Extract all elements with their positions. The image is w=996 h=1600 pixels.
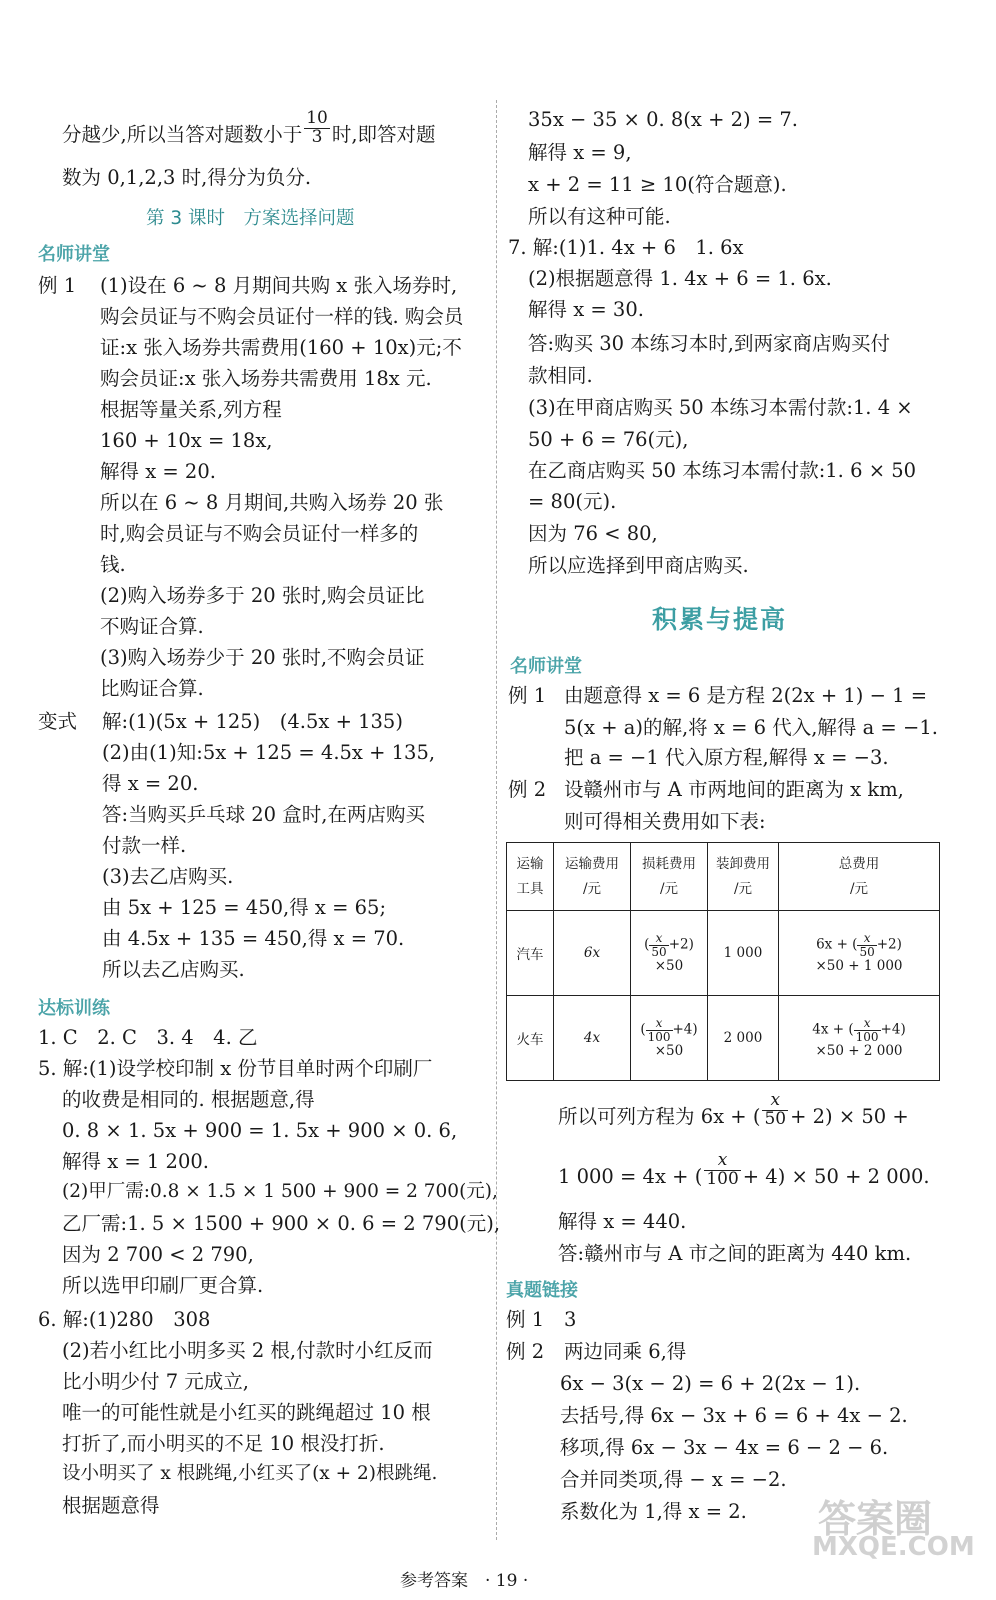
text-line: 根据等量关系,列方程	[100, 398, 282, 421]
text-line: 唯一的可能性就是小红买的跳绳超过 10 根	[62, 1401, 431, 1424]
text-line: 解得 x = 1 200.	[62, 1150, 209, 1173]
text-line: 证:x 张入场券共需费用(160 + 10x)元;不	[100, 336, 462, 359]
text-line: 得 x = 20.	[102, 772, 199, 795]
text-line: 5. 解:(1)设学校印制 x 份节目单时两个印刷厂	[38, 1057, 433, 1080]
text-line: 比小明少付 7 元成立,	[62, 1370, 250, 1393]
fraction: $\frac{10}{3}$	[306, 108, 328, 147]
text-line: 35x − 35 × 0. 8(x + 2) = 7.	[528, 108, 799, 131]
text-line: 解:(1)(5x + 125) (4.5x + 135)	[102, 710, 403, 733]
table-row	[507, 911, 940, 996]
text-line: 的收费是相同的. 根据题意,得	[62, 1088, 315, 1111]
text-line: 款相同.	[528, 364, 593, 387]
text-line: 乙厂需:1. 5 × 1500 + 900 × 0. 6 = 2 790(元),	[62, 1212, 501, 1235]
text-line: 设赣州市与 A 市两地间的距离为 x km,	[564, 778, 904, 801]
tool-cell: 汽车	[507, 911, 554, 996]
header-cell: 总费用 /元	[779, 843, 940, 911]
variant-label: 变式	[38, 710, 78, 733]
text-line: 把 a = −1 代入原方程,解得 x = −3.	[564, 746, 889, 769]
page-footer: 参考答案 · 19 ·	[400, 1571, 529, 1591]
tool-cell: 火车	[507, 996, 554, 1081]
text-line: 50 + 6 = 76(元),	[528, 428, 689, 451]
text-line: 160 + 10x = 18x,	[100, 429, 273, 452]
text-line: 两边同乘 6,得	[564, 1340, 687, 1363]
text-line: 1. C 2. C 3. 4 4. 乙	[38, 1026, 258, 1049]
section-heading: 名师讲堂	[38, 244, 110, 265]
text-line: (1)设在 6 ~ 8 月期间共购 x 张入场券时,	[100, 274, 458, 297]
text-line: 分越少,所以当答对题数小于 $\frac{10}{3}$ 时,即答对题	[62, 108, 436, 147]
text-line: 比购证合算.	[100, 677, 204, 700]
text-line: 因为 76 < 80,	[528, 522, 658, 545]
text-line: 因为 2 700 < 2 790,	[62, 1243, 254, 1266]
text-line: 移项,得 6x − 3x − 4x = 6 − 2 − 6.	[560, 1436, 889, 1459]
cell: ( $\frac{x}{50}$ +2) ×50	[631, 911, 708, 996]
table-header-row	[507, 843, 940, 911]
header-cell: 运输 工具	[507, 843, 554, 911]
text-line: 所以应选择到甲商店购买.	[528, 554, 749, 577]
cell: 6x + ( $\frac{x}{50}$ +2) ×50 + 1 000	[779, 911, 940, 996]
example-label: 例 1	[506, 1308, 545, 1331]
text-line: (3)购入场券少于 20 张时,不购会员证	[100, 646, 425, 669]
text-line: 6. 解:(1)280 308	[38, 1308, 211, 1331]
text-line: (2)若小红比小明多买 2 根,付款时小红反而	[62, 1339, 433, 1362]
text-line: 购会员证与不购会员证付一样的钱. 购会员	[100, 305, 464, 328]
text-line: 系数化为 1,得 x = 2.	[560, 1500, 747, 1523]
section-title: 积累与提高	[652, 605, 788, 634]
section-heading: 名师讲堂	[510, 656, 582, 677]
example-label: 例 2	[506, 1340, 545, 1363]
text-line: (2)购入场券多于 20 张时,购会员证比	[100, 584, 425, 607]
cell: 4x + ( $\frac{x}{100}$ +4) ×50 + 2 000	[779, 996, 940, 1081]
header-cell: 装卸费用 /元	[708, 843, 779, 911]
text-line: 所以有这种可能.	[528, 205, 671, 228]
cell: 1 000	[708, 911, 779, 996]
text-line: 解得 x = 440.	[558, 1210, 687, 1233]
text-line: 所以去乙店购买.	[102, 958, 245, 981]
text-line: 不购证合算.	[100, 615, 204, 638]
cell: ( $\frac{x}{100}$ +4) ×50	[631, 996, 708, 1081]
equation-line: 1 000 = 4x + ( $\frac{x}{100}$ + 4) × 50 + 2 000.	[558, 1150, 930, 1189]
text-line: (3)去乙店购买.	[102, 865, 234, 888]
cell: 4x	[554, 996, 631, 1081]
text-line: 0. 8 × 1. 5x + 900 = 1. 5x + 900 × 0. 6,	[62, 1119, 458, 1142]
text-line: 购会员证:x 张入场券共需费用 18x 元.	[100, 367, 432, 390]
text-line: 数为 0,1,2,3 时,得分为负分.	[62, 166, 312, 189]
example-label: 例 2	[508, 778, 547, 801]
text-line: 所以选甲印刷厂更合算.	[62, 1274, 264, 1297]
cell: 6x	[554, 911, 631, 996]
text-line: 解得 x = 9,	[528, 141, 632, 164]
text-line: (2)根据题意得 1. 4x + 6 = 1. 6x.	[528, 267, 832, 290]
text-line: 合并同类项,得 − x = −2.	[560, 1468, 787, 1491]
column-divider	[496, 100, 498, 1540]
text-line: = 80(元).	[528, 490, 617, 513]
text-line: 去括号,得 6x − 3x + 6 = 6 + 4x − 2.	[560, 1404, 908, 1427]
text-line: 7. 解:(1)1. 4x + 6 1. 6x	[508, 236, 744, 259]
text-line: 根据题意得	[62, 1494, 160, 1517]
text-line: (3)在甲商店购买 50 本练习本需付款:1. 4 ×	[528, 396, 913, 419]
text-line: 由 4.5x + 135 = 450,得 x = 70.	[102, 927, 405, 950]
cost-table	[506, 842, 940, 1081]
text-line: 3	[564, 1308, 577, 1331]
text-line: 则可得相关费用如下表:	[564, 810, 766, 833]
watermark-logo: 答案圈	[818, 1497, 933, 1541]
text-line: 设小明买了 x 根跳绳,小红买了(x + 2)根跳绳.	[62, 1463, 438, 1484]
text-line: 所以在 6 ~ 8 月期间,共购入场券 20 张	[100, 491, 444, 514]
text-line: 钱.	[100, 553, 126, 576]
text-line: 在乙商店购买 50 本练习本需付款:1. 6 × 50	[528, 459, 917, 482]
section-heading: 真题链接	[506, 1280, 578, 1301]
text-line: 由 5x + 125 = 450,得 x = 65;	[102, 896, 387, 919]
text-line: x + 2 = 11 ≥ 10(符合题意).	[528, 173, 787, 196]
text-line: 付款一样.	[102, 834, 187, 857]
text-line: 由题意得 x = 6 是方程 2(2x + 1) − 1 =	[564, 684, 928, 707]
lesson-title: 第 3 课时 方案选择问题	[146, 208, 355, 229]
text-line: 解得 x = 20.	[100, 460, 216, 483]
example-label: 例 1	[508, 684, 547, 707]
cell: 2 000	[708, 996, 779, 1081]
text-line: 答:赣州市与 A 市之间的距离为 440 km.	[558, 1242, 912, 1265]
text-line: 答:购买 30 本练习本时,到两家商店购买付	[528, 332, 890, 355]
text-line: 打折了,而小明买的不足 10 根没打折.	[62, 1432, 385, 1455]
text-line: 5(x + a)的解,将 x = 6 代入,解得 a = −1.	[564, 716, 938, 739]
header-cell: 运输费用 /元	[554, 843, 631, 911]
text-line: (2)由(1)知:5x + 125 = 4.5x + 135,	[102, 741, 436, 764]
text-line: 6x − 3(x − 2) = 6 + 2(2x − 1).	[560, 1372, 861, 1395]
example-label: 例 1	[38, 274, 77, 297]
text-line: (2)甲厂需:0.8 × 1.5 × 1 500 + 900 = 2 700(元),	[62, 1181, 498, 1202]
text-line: 答:当购买乒乓球 20 盒时,在两店购买	[102, 803, 425, 826]
text-line: 时,购会员证与不购会员证付一样多的	[100, 522, 419, 545]
table-row	[507, 996, 940, 1081]
header-cell: 损耗费用 /元	[631, 843, 708, 911]
section-heading: 达标训练	[38, 998, 110, 1019]
text-line: 解得 x = 30.	[528, 298, 644, 321]
watermark-url: MXQE.COM	[812, 1532, 975, 1562]
equation-line: 所以可列方程为 6x + ( $\frac{x}{50}$ + 2) × 50 +	[558, 1090, 909, 1129]
